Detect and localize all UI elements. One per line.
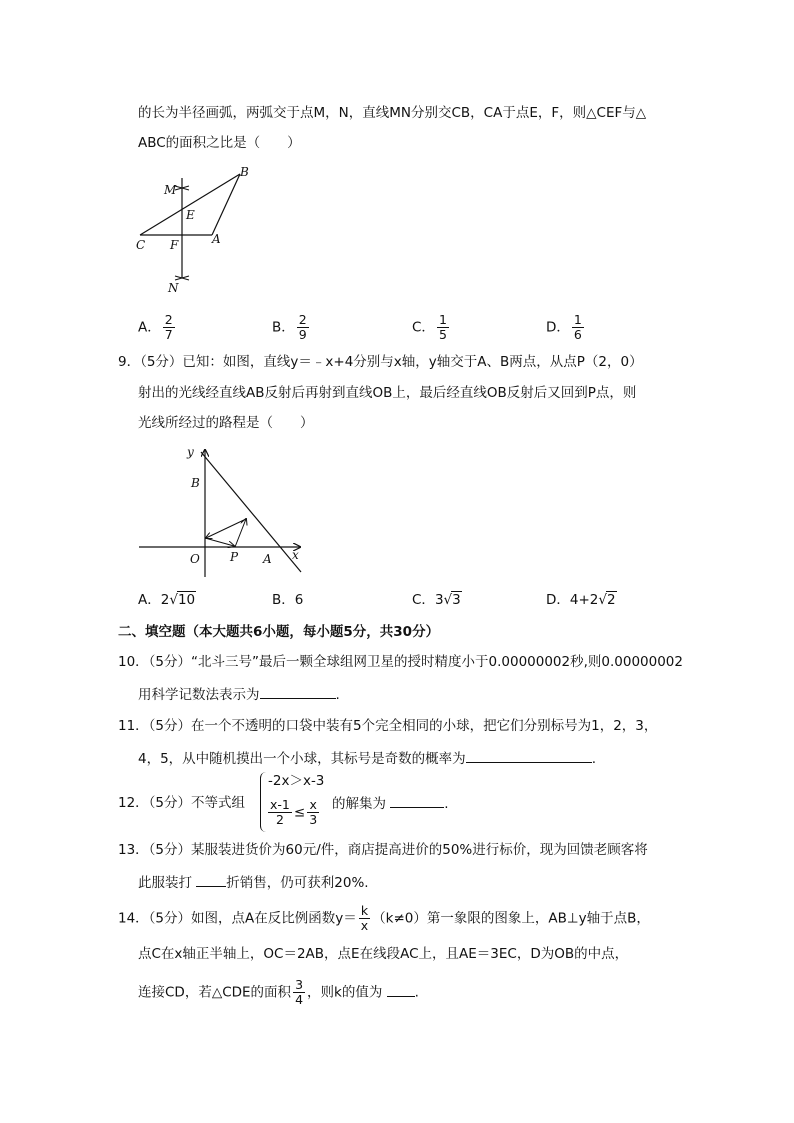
label-p: P	[230, 550, 239, 564]
q13-line1: 13．（5分）某服装进货价为60元/件，商店提高进价的50%进行标价，现为回馈老顾客将	[118, 842, 648, 858]
label-a: A	[212, 232, 221, 246]
q8-option-a: A． $\frac{2}{7}$	[138, 312, 173, 342]
line-ab	[201, 452, 301, 572]
q10-answer-blank[interactable]	[260, 684, 336, 699]
section-title: 二、填空题（本大题共6小题，每小题5分，共30分）	[118, 624, 440, 640]
q9-line1: 9．（5分）已知：如图，直线y＝﹣x+4分别与x轴，y轴交于A、B两点，从点P（2，0）	[118, 354, 643, 370]
label-b: B	[240, 165, 249, 179]
label-n: N	[168, 281, 179, 295]
label-o: O	[190, 552, 200, 566]
q12-inequality-1: -2x＞x-3	[268, 773, 325, 789]
q12-inequality-2: $\frac{x-1}{2}$ ≤ $\frac{x}{3}$	[270, 797, 318, 827]
q10-line1: 10．（5分）“北斗三号”最后一颗全球组网卫星的授时精度小于0.00000002秒,则0.00000002	[118, 654, 683, 670]
q11-line1: 11．（5分）在一个不透明的口袋中装有5个完全相同的小球，把它们分别标号为1，2，3，	[118, 718, 658, 734]
segment-cb	[140, 174, 240, 235]
label-e: E	[186, 208, 195, 222]
q11-line2: 4，5，从中随机摸出一个小球，其标号是奇数的概率为 .	[138, 748, 596, 769]
q12-answer-blank[interactable]	[390, 793, 444, 808]
label-f: F	[170, 238, 179, 252]
q9-option-b: B．6	[272, 592, 304, 608]
q14-line3: 连接CD，若△CDE的面积 $\frac{3}{4}$ ，则k的值为 .	[138, 977, 419, 1007]
label-b: B	[191, 476, 200, 490]
q9-figure	[135, 442, 310, 582]
q8-line1: 的长为半径画弧，两弧交于点M，N，直线MN分别交CB，CA于点E，F，则△CEF与△	[138, 105, 647, 121]
q8-option-b: B． $\frac{2}{9}$	[272, 312, 307, 342]
sqrt-sign: √	[169, 592, 178, 608]
q14-answer-blank[interactable]	[387, 982, 415, 997]
q14-line2: 点C在x轴正半轴上，OC＝2AB，点E在线段AC上，且AE＝3EC，D为OB的中点，	[138, 946, 629, 962]
sqrt-sign: √	[598, 592, 608, 608]
label-c: C	[136, 238, 146, 252]
label-x: x	[292, 548, 299, 562]
q9-option-c: C．3√3	[412, 592, 461, 608]
q9-option-a: A．2√10	[138, 592, 196, 608]
sqrt-sign: √	[443, 592, 453, 608]
q10-line2: 用科学记数法表示为 .	[138, 684, 340, 705]
ray-ob-to-p	[205, 538, 234, 546]
q9-line3: 光线所经过的路程是（ ）	[138, 415, 314, 431]
q13-answer-blank[interactable]	[196, 872, 226, 887]
q8-option-c: C． $\frac{1}{5}$	[412, 312, 447, 342]
q13-line2: 此服装打 折销售，仍可获利20%.	[138, 872, 369, 893]
q14-line1: 14．（5分）如图，点A在反比例函数y＝ $\frac{k}{x}$ （k≠0）第一象限的图象上，AB⊥y轴于点B，	[118, 903, 650, 933]
label-m: M	[164, 183, 177, 197]
q12-suffix: 的解集为 .	[332, 793, 449, 814]
q9-option-d: D．4+2√2	[546, 592, 616, 608]
q8-line2: ABC的面积之比是（ ）	[138, 135, 301, 151]
q8-figure	[130, 160, 270, 295]
q8-option-d: D． $\frac{1}{6}$	[546, 312, 582, 342]
label-y: y	[187, 445, 194, 459]
label-a: A	[263, 552, 272, 566]
q11-answer-blank[interactable]	[466, 748, 592, 763]
q12-prefix: 12．（5分）不等式组	[118, 795, 246, 811]
q9-line2: 射出的光线经直线AB反射后再射到直线OB上，最后经直线OB反射后又回到P点，则	[138, 385, 637, 401]
